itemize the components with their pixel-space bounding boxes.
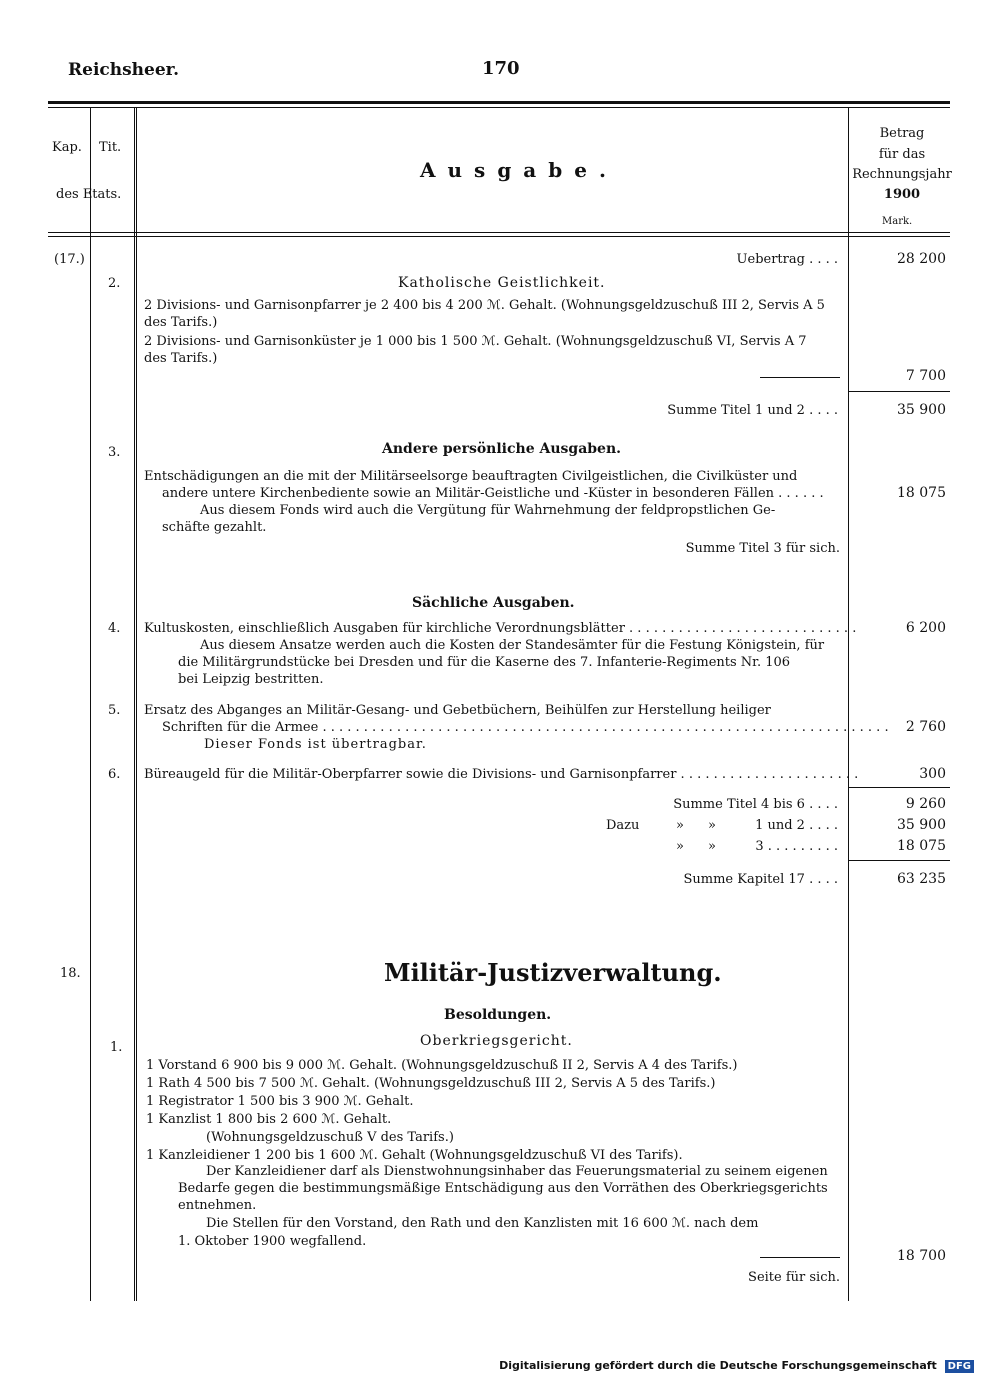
dazu-ditto-2: » bbox=[708, 818, 716, 833]
t2-line-4: des Tarifs.) bbox=[144, 351, 218, 366]
sum-46-amount: 9 260 bbox=[905, 796, 946, 812]
running-head: Reichsheer. bbox=[68, 60, 179, 80]
footer-text: Digitalisierung gefördert durch die Deutsche Forschungsgemeinschaft bbox=[499, 1359, 937, 1372]
t6-rule bbox=[848, 787, 950, 788]
col-divider-kap bbox=[90, 108, 91, 1301]
tit-2: 2. bbox=[108, 276, 121, 291]
t4-line-2: Aus diesem Ansatze werden auch die Kosten der Standesämter für die Festung Königstein, für bbox=[200, 638, 825, 653]
t2-amount: 7 700 bbox=[905, 368, 946, 384]
t4-line-3: die Militärgrundstücke bei Dresden und für die Kaserne des 7. Infanterie-Regiments Nr. 106 bbox=[178, 655, 791, 670]
sum-kap17-amount: 63 235 bbox=[897, 871, 946, 887]
dfg-logo: DFG bbox=[945, 1360, 974, 1373]
t2-amount-rule bbox=[848, 391, 950, 392]
t3-amount: 18 075 bbox=[897, 485, 946, 501]
seite-label: Seite für sich. bbox=[748, 1270, 840, 1285]
top-rule-thin bbox=[48, 107, 950, 108]
col-des-etats: des Etats. bbox=[56, 187, 122, 202]
k18-line-1: 1 Vorstand 6 900 bis 9 000 ℳ. Gehalt. (Wohnungsgeldzuschuß II 2, Servis A 4 des Tarifs.) bbox=[146, 1058, 738, 1073]
dazu-2-text: 3 . . . . . . . . . bbox=[755, 839, 838, 854]
k18-line-4: 1 Kanzlist 1 800 bis 2 600 ℳ. Gehalt. bbox=[146, 1112, 392, 1127]
t3-line-1: Entschädigungen an die mit der Militärseelsorge beauftragten Civilgeistlichen, die Civilküster und bbox=[144, 469, 798, 484]
section-saechlich: Sächliche Ausgaben. bbox=[412, 595, 575, 611]
tit-5: 5. bbox=[108, 703, 121, 718]
top-rule-thick bbox=[48, 101, 950, 104]
tit-6: 6. bbox=[108, 767, 121, 782]
table-title: Ausgabe. bbox=[420, 158, 618, 182]
tit-4: 4. bbox=[108, 621, 121, 636]
t2-subtotal-rule bbox=[760, 377, 840, 378]
tit-1: 1. bbox=[110, 1040, 123, 1055]
k18-line-3: 1 Registrator 1 500 bis 3 900 ℳ. Gehalt. bbox=[146, 1094, 414, 1109]
k18-line-11: 1. Oktober 1900 wegfallend. bbox=[178, 1234, 367, 1249]
k18-line-6: 1 Kanzleidiener 1 200 bis 1 600 ℳ. Gehalt (Wohnungsgeldzuschuß VI des Tarifs). bbox=[146, 1148, 683, 1163]
t5-line-1: Ersatz des Abganges an Militär-Gesang- und Gebetbüchern, Beihülfen zur Herstellung heiliger bbox=[144, 703, 771, 718]
k18-line-8: Bedarfe gegen die bestimmungsmäßige Entschädigung aus den Vorräthen des Oberkriegsgerichts bbox=[178, 1181, 828, 1196]
dazu-2-amount: 18 075 bbox=[897, 838, 946, 854]
footer-credit bbox=[499, 1359, 974, 1373]
sum-12-label: Summe Titel 1 und 2 . . . . bbox=[667, 403, 838, 418]
k18-line-9: entnehmen. bbox=[178, 1198, 257, 1213]
col-tit: Tit. bbox=[99, 140, 122, 155]
k18-amount: 18 700 bbox=[897, 1248, 946, 1264]
sum-12-amount: 35 900 bbox=[897, 402, 946, 418]
t6-line-1: Büreaugeld für die Militär-Oberpfarrer sowie die Divisions- und Garnisonpfarrer . . . . . . . . . . . . . . . . . . . . . . bbox=[144, 767, 859, 782]
k18-line-2: 1 Rath 4 500 bis 7 500 ℳ. Gehalt. (Wohnungsgeldzuschuß III 2, Servis A 5 des Tarifs.) bbox=[146, 1076, 716, 1091]
dazu-ditto-3: » bbox=[676, 839, 684, 854]
t5-amount: 2 760 bbox=[905, 719, 946, 735]
t6-amount: 300 bbox=[919, 766, 946, 782]
t3-line-4: schäfte gezahlt. bbox=[162, 520, 267, 535]
col-divider-tit bbox=[134, 108, 135, 1301]
dazu-1-text: 1 und 2 . . . . bbox=[755, 818, 838, 833]
k18-subtotal-rule bbox=[760, 1257, 840, 1258]
t2-line-3: 2 Divisions- und Garnisonküster je 1 000 bis 1 500 ℳ. Gehalt. (Wohnungsgeldzuschuß VI, Servis A 7 bbox=[144, 334, 807, 349]
kap-17: (17.) bbox=[54, 252, 85, 267]
kap-18: 18. bbox=[60, 966, 81, 981]
tit-3: 3. bbox=[108, 445, 121, 460]
uebertrag-label: Uebertrag . . . . bbox=[736, 252, 838, 267]
t3-line-2: andere untere Kirchenbediente sowie an Militär-Geistliche und -Küster in besonderen Fällen . . . . . . bbox=[162, 486, 824, 501]
col-betrag-3: Rechnungsjahr bbox=[852, 167, 952, 182]
col-betrag-unit: Mark. bbox=[882, 216, 913, 227]
col-kap: Kap. bbox=[52, 140, 82, 155]
t2-line-1: 2 Divisions- und Garnisonpfarrer je 2 400 bis 4 200 ℳ. Gehalt. (Wohnungsgeldzuschuß III 2, Servis A 5 bbox=[144, 298, 825, 313]
sum-kap17-label: Summe Kapitel 17 . . . . bbox=[683, 872, 838, 887]
sum-3-label: Summe Titel 3 für sich. bbox=[685, 541, 840, 556]
uebertrag-amount: 28 200 bbox=[897, 251, 946, 267]
col-betrag-2: für das bbox=[878, 147, 926, 162]
t4-amount: 6 200 bbox=[905, 620, 946, 636]
page-number: 170 bbox=[482, 58, 520, 79]
sum-46-label: Summe Titel 4 bis 6 . . . . bbox=[673, 797, 838, 812]
dazu-1-amount: 35 900 bbox=[897, 817, 946, 833]
col-divider-tit-2 bbox=[136, 108, 137, 1301]
dazu-label: Dazu bbox=[606, 818, 640, 833]
t4-line-1: Kultuskosten, einschließlich Ausgaben für kirchliche Verordnungsblätter . . . . . . . . . . . . . . . . . . . . . . . . . . . . bbox=[144, 621, 857, 636]
t3-line-3: Aus diesem Fonds wird auch die Vergütung für Wahrnehmung der feldpropstlichen Ge- bbox=[200, 503, 776, 518]
dazu-ditto-4: » bbox=[708, 839, 716, 854]
header-bottom-rule-2 bbox=[48, 236, 950, 237]
section-andere: Andere persönliche Ausgaben. bbox=[382, 441, 622, 457]
col-betrag-year: 1900 bbox=[883, 187, 921, 202]
kap18-title: Militär-Justizverwaltung. bbox=[384, 958, 722, 987]
dazu-ditto-1: » bbox=[676, 818, 684, 833]
col-betrag-1: Betrag bbox=[879, 126, 925, 141]
dazu-rule bbox=[848, 860, 950, 861]
t4-line-4: bei Leipzig bestritten. bbox=[178, 672, 324, 687]
header-bottom-rule bbox=[48, 232, 950, 233]
k18-line-10: Die Stellen für den Vorstand, den Rath und den Kanzlisten mit 16 600 ℳ. nach dem bbox=[206, 1216, 759, 1231]
t5-line-2: Schriften für die Armee . . . . . . . . . . . . . . . . . . . . . . . . . . . . . . . . . . . . . . . . . . . . . . . . . . . . . . . . . . . . . . . . . . . . . bbox=[162, 720, 889, 735]
section-katholische: Katholische Geistlichkeit. bbox=[398, 275, 606, 291]
section-oberkriegsgericht: Oberkriegsgericht. bbox=[420, 1033, 573, 1049]
section-besoldungen: Besoldungen. bbox=[444, 1007, 552, 1023]
k18-line-7: Der Kanzleidiener darf als Dienstwohnungsinhaber das Feuerungsmaterial zu seinem eigenen bbox=[206, 1164, 828, 1179]
col-divider-amount bbox=[848, 108, 849, 1301]
t2-line-2: des Tarifs.) bbox=[144, 315, 218, 330]
k18-line-5: (Wohnungsgeldzuschuß V des Tarifs.) bbox=[206, 1130, 454, 1145]
t5-line-3: Dieser Fonds ist übertragbar. bbox=[204, 737, 427, 752]
